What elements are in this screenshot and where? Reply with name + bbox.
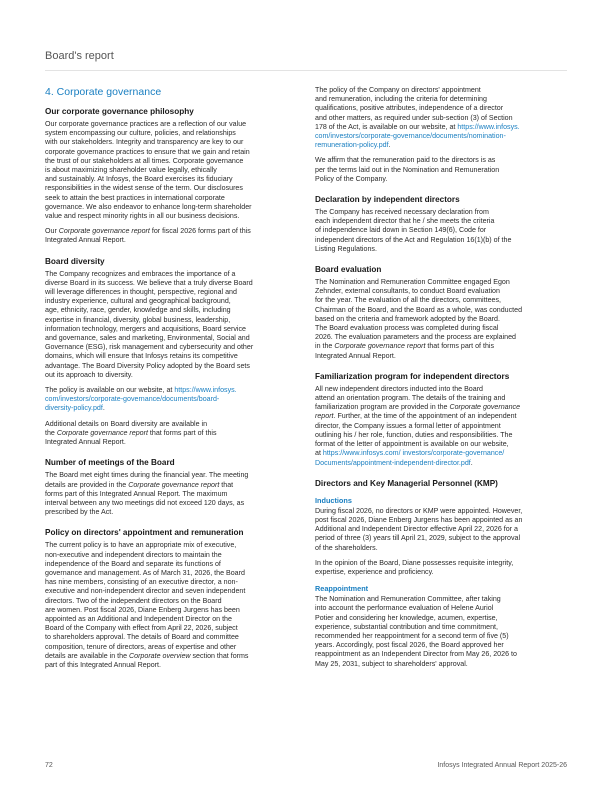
familiarization-paragraph bbox=[315, 385, 565, 468]
left-column bbox=[45, 86, 295, 676]
remuneration-affirmation: We affirm that the remuneration paid to the directors is as per the terms laid out in the Nomination and Remuneration Policy of the Company. bbox=[315, 156, 500, 183]
meetings-em: Corporate governance report bbox=[128, 480, 220, 489]
philosophy-report-note-em: Corporate governance report bbox=[58, 227, 150, 236]
remuneration-policy-link[interactable]: https://www.infosys. com/investors/corporate-governance/documents/nomination- remuneration-policy.pdf bbox=[315, 122, 520, 150]
diversity-policy-link[interactable]: https://www.infosys. com/investors/corporate-governance/documents/board- diversity-policy.pdf bbox=[45, 386, 237, 413]
right-column bbox=[315, 86, 565, 675]
familiarization-em: Corporate governance report bbox=[315, 403, 521, 421]
policy-heading: Policy on directors' appointment and remuneration bbox=[45, 528, 244, 538]
philosophy-paragraph: Our corporate governance practices are a reflection of our value system encompassing our culture, policies, and relationships with our stakeholders. Integrity and transparency are key to our corporate governance practices to ensure that we gain and retain the trust of our stakeholders at all times. Corporate governance is about maximizing shareholder value legally, ethically and sustainably. At Infosys, the Board exercises its fiduciary responsibilities in the widest sense of the term. Our disclosures seek to attain the best practices in international corporate governance. We also endeavor to enhance long-term shareholder value and respect minority rights in all our business decisions. bbox=[45, 120, 252, 221]
reappointment-subheading: Reappointment bbox=[315, 584, 369, 594]
declaration-heading: Declaration by independent directors bbox=[315, 195, 460, 205]
page-header-title: Board's report bbox=[45, 50, 114, 62]
evaluation-post: that forms part of this Integrated Annual Report. bbox=[315, 342, 495, 360]
policy-post: section that forms part of this Integrated Annual Report. bbox=[45, 651, 249, 669]
diversity-additional-post: that forms part of this Integrated Annual Report. bbox=[45, 428, 217, 447]
meetings-paragraph bbox=[45, 471, 295, 517]
inductions-subheading: Inductions bbox=[315, 495, 352, 505]
policy-pre: The current policy is to have an appropriate mix of executive, non-executive and independent directors to maintain the independence of the Board and separate its functions of governance and management. As of March 31, 2026, the Board has nine members, consisting of an executive director, a non- executive and non-independent director and seven independent directors. Two of the independent directors on the Board are women. Post fiscal 2026, Diane Enberg Jurgens has been appointed as an Additional and Independent Director on the Board of the Company with effect from April 22, 2026, subject to shareholders approval. The details of Board and committee composition, tenure of directors, areas of expertise and other details are available in the bbox=[45, 541, 246, 660]
kmp-heading: Directors and Key Managerial Personnel (KMP) bbox=[315, 478, 498, 488]
diversity-heading: Board diversity bbox=[45, 256, 105, 266]
evaluation-em: Corporate governance report bbox=[334, 342, 426, 351]
policy-paragraph bbox=[45, 541, 295, 670]
meetings-heading: Number of meetings of the Board bbox=[45, 458, 175, 468]
diversity-policy-note-post: . bbox=[102, 404, 105, 413]
evaluation-paragraph bbox=[315, 278, 565, 361]
diversity-additional-note bbox=[45, 420, 295, 448]
appointment-letter-link[interactable]: https://www.infosys.com/ investors/corporate-governance/ Documents/appointment-independent-director.pdf bbox=[315, 449, 505, 467]
philosophy-heading: Our corporate governance philosophy bbox=[45, 107, 194, 116]
diversity-policy-note bbox=[45, 386, 295, 414]
diversity-additional-pre: Additional details on Board diversity are available in the bbox=[45, 419, 208, 437]
evaluation-pre: The Nomination and Remuneration Committee engaged Egon Zehnder, external consultants, to conduct Board evaluation for the year. The evaluation of all the directors, committees, Chairman of the Board, and the Board as a whole, was conducted based on the criteria and framework adopted by the Board. The Board evaluation process was completed during fiscal 2026. The evaluation parameters and the process are explained in the bbox=[315, 278, 523, 351]
diversity-policy-note-pre: The policy is available on our website, at bbox=[45, 386, 175, 395]
reappointment-paragraph: The Nomination and Remuneration Committee, after taking into account the performance evaluation of Helene Auriol Potier and considering her knowledge, acumen, expertise, experience, substantial contribution and time commitment, recommended her reappointment for a second term of five (5) years. Accordingly, post fiscal 2026, the Board approved her reappointment as an Independent Director from May 26, 2026 to May 25, 2031, subject to shareholders' approval. bbox=[315, 595, 517, 668]
familiarization-heading: Familiarization program for independent directors bbox=[315, 371, 510, 381]
header-divider bbox=[45, 70, 567, 71]
policy-website-post: . bbox=[388, 141, 391, 150]
policy-em: Corporate overview bbox=[129, 651, 191, 660]
section-title: 4. Corporate governance bbox=[45, 86, 162, 98]
familiarization-mid: . Further, at the time of the appointment of an independent director, the Company issues a formal letter of appointment outlining his / her role, function, duties and responsibilities. The format of the letter of appointment is available on our website, at bbox=[315, 412, 517, 458]
inductions-paragraph: During fiscal 2026, no directors or KMP were appointed. However, post fiscal 2026, Diane Enberg Jurgens has been appointed as an Additional and Independent Director effective April 22, 2026 for a period of three (3) years till April 21, 2029, subject to the approval of the shareholders. bbox=[315, 506, 523, 552]
meetings-post: that forms part of this Integrated Annual Report. The maximum interval between any two meetings did not exceed 120 days, as prescribed by the Act. bbox=[45, 480, 245, 517]
philosophy-report-note bbox=[45, 227, 295, 245]
page-number: 72 bbox=[45, 762, 53, 769]
diversity-paragraph: The Company recognizes and embraces the importance of a diverse Board in its success. We believe that a truly diverse Board will leverage differences in thought, perspective, regional and industry experience, cultural and geographical background, age, ethnicity, race, gender, knowledge and skills, including expertise in financial, diversity, global business, leadership, information technology, mergers and acquisitions, Board service and governance, sales and marketing, Environmental, Social and Governance (ESG), risk management and cybersecurity and other domains, which will ensure that Infosys retains its competitive advantage. The Board Diversity Policy adopted by the Board sets out its approach to diversity. bbox=[45, 269, 254, 379]
declaration-paragraph: The Company has received necessary declaration from each independent director that he / she meets the criteria of independence laid down in Section 149(6), Code for independent directors of the Act and Regulation 16(1)(b) of the Listing Regulations. bbox=[315, 208, 512, 253]
publication-title: Infosys Integrated Annual Report 2025-26 bbox=[437, 762, 567, 769]
philosophy-report-note-pre: Our bbox=[45, 227, 59, 236]
policy-website-note bbox=[315, 86, 565, 150]
policy-website-pre: The policy of the Company on directors' appointment and remuneration, including the criteria for determining qualifications, positive attributes, independence of a director and other matters, as required under sub-section (3) of Section 178 of the Act, is available on our website, at bbox=[315, 86, 513, 131]
opinion-paragraph: In the opinion of the Board, Diane possesses requisite integrity, expertise, experience and proficiency. bbox=[315, 558, 514, 576]
meetings-pre: The Board met eight times during the financial year. The meeting details are provided in the bbox=[45, 471, 249, 489]
philosophy-report-note-post: for fiscal 2026 forms part of this Integrated Annual Report. bbox=[45, 227, 251, 245]
familiarization-post: . bbox=[470, 458, 473, 467]
familiarization-pre: All new independent directors inducted into the Board attend an orientation program. The details of the training and familiarization program are provided in the bbox=[315, 384, 506, 412]
evaluation-heading: Board evaluation bbox=[315, 265, 382, 275]
diversity-additional-em: Corporate governance report bbox=[56, 428, 148, 437]
